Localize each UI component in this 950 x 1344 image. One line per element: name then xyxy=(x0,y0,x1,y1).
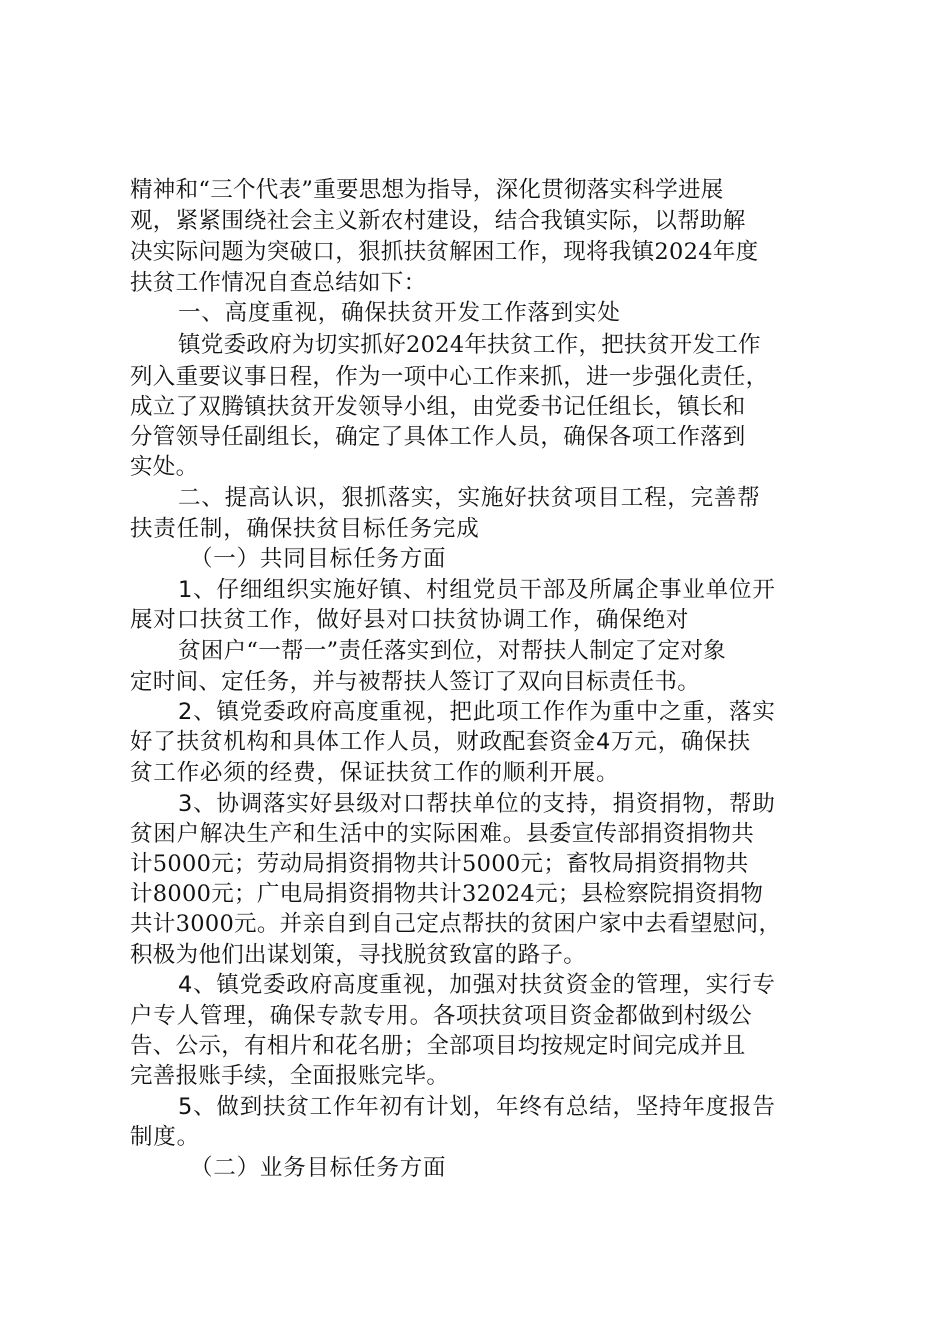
subsection-heading-2: （二）业务目标任务方面 xyxy=(190,1155,447,1181)
body-text-line: 积极为他们出谋划策，寻找脱贫致富的路子。 xyxy=(130,942,587,968)
body-text-line: 扶贫工作情况自查总结如下： xyxy=(130,270,427,296)
item-4-bold-part: 户专人管理，确保专款专用。 xyxy=(130,1003,433,1029)
body-text-line: 定时间、定任务，并与被帮扶人签订了双向目标责任书。 xyxy=(130,669,701,695)
body-text-line: 计8000元；广电局捐资捐物共计32024元；县检察院捐资捐物 xyxy=(130,881,764,907)
section-heading-1: 一、高度重视，确保扶贫开发工作落到实处 xyxy=(178,300,621,326)
item-3-line: 3、协调落实好县级对口帮扶单位的支持，捐资捐物，帮助 xyxy=(178,791,776,817)
item-3-bold-part: 贫困户解决生产和生活中的实际困难。 xyxy=(130,821,527,847)
subsection-heading-1: （一）共同目标任务方面 xyxy=(190,546,447,572)
item-4-line-mixed xyxy=(130,1001,752,1031)
item-5-line: 5、做到扶贫工作年初有计划，年终有总结，坚持年度报告 xyxy=(178,1094,776,1120)
section-heading-2: 二、提高认识，狠抓落实，实施好扶贫项目工程，完善帮 xyxy=(178,485,761,511)
item-4-line: 4、镇党委政府高度重视，加强对扶贫资金的管理，实行专 xyxy=(178,972,776,998)
item-1-line: 1、仔细组织实施好镇、村组党员干部及所属企事业单位开 xyxy=(178,577,776,603)
item-3-regular-part: 县委宣传部捐资捐物共 xyxy=(526,821,755,847)
item-1-line: 展对口扶贫工作，做好县对口扶贫协调工作，确保绝对 xyxy=(130,607,690,633)
body-text-line: 计5000元；劳动局捐资捐物共计5000元；畜牧局捐资捐物共 xyxy=(130,851,749,877)
item-4-regular-part: 各项扶贫项目资金都做到村级公 xyxy=(432,1003,753,1029)
body-text-line: 实处。 xyxy=(130,454,199,480)
body-text-line: 共计3000元。并亲自到自己定点帮扶的贫困户家中去看望慰问， xyxy=(130,911,782,937)
item-2-line: 贫工作必须的经费，保证扶贫工作的顺利开展。 xyxy=(130,760,620,786)
body-text-line: 分管领导任副组长，确定了具体工作人员，确保各项工作落到 xyxy=(130,424,746,450)
item-3-line-mixed xyxy=(130,819,754,849)
item-2-line: 2、镇党委政府高度重视，把此项工作作为重中之重，落实 xyxy=(178,699,776,725)
body-text-line: 贫困户“一帮一”责任落实到位，对帮扶人制定了定对象 xyxy=(178,638,727,664)
body-text-line: 完善报账手续，全面报账完毕。 xyxy=(130,1063,450,1089)
body-text-line: 成立了双腾镇扶贫开发领导小组，由党委书记任组长，镇长和 xyxy=(130,394,746,420)
body-text-line: 列入重要议事日程，作为一项中心工作来抓，进一步强化责任， xyxy=(130,364,769,390)
item-5-line: 制度。 xyxy=(130,1124,200,1150)
body-text-line: 镇党委政府为切实抓好2024年扶贫工作，把扶贫开发工作 xyxy=(178,332,761,358)
body-text-line: 决实际问题为突破口，狠抓扶贫解困工作，现将我镇2024年度 xyxy=(130,239,759,265)
body-text-line: 精神和“三个代表”重要思想为指导，深化贯彻落实科学进展 xyxy=(130,177,724,203)
body-text-line: 观，紧紧围绕社会主义新农村建设，结合我镇实际，以帮助解 xyxy=(130,208,746,234)
body-text-line: 告、公示，有相片和花名册；全部项目均按规定时间完成并且 xyxy=(130,1033,746,1059)
item-2-line: 好了扶贫机构和具体工作人员，财政配套资金4万元，确保扶 xyxy=(130,729,751,755)
section-heading-2-cont: 扶责任制，确保扶贫目标任务完成 xyxy=(130,516,480,542)
